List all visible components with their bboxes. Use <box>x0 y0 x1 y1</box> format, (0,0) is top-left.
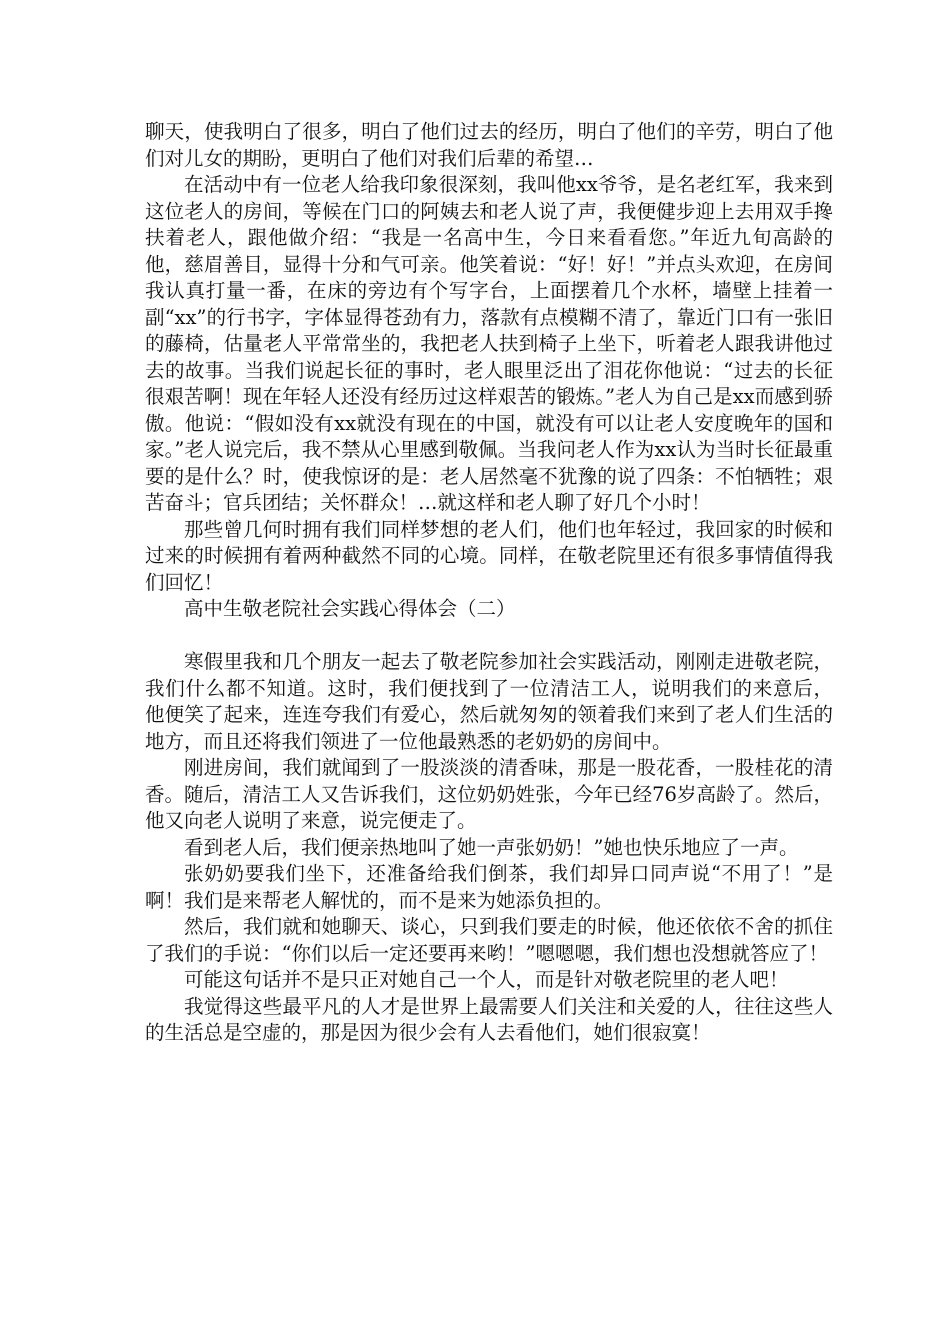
paragraph-greeting: 看到老人后，我们便亲热地叫了她一声张奶奶！”她也快乐地应了一声。 <box>184 835 799 859</box>
paragraph-reflection: 那些曾几何时拥有我们同样梦想的老人们，他们也年轻过，我回家的时候和过来的时候拥有着两种截然不同的心境。同样，在敬老院里还有很多事情值得我们回忆！ <box>145 517 833 594</box>
paragraph-conclusion: 我觉得这些最平凡的人才是世界上最需要人们关注和关爱的人，往往这些人的生活总是空虚的，那是因为很少会有人去看他们，她们很寂寞！ <box>145 994 833 1044</box>
paragraph-continued: 聊天，使我明白了很多，明白了他们过去的经历，明白了他们的辛劳，明白了他们对儿女的期盼，更明白了他们对我们后辈的希望… <box>145 120 833 170</box>
section-title: 高中生敬老院社会实践心得体会（二） <box>184 597 516 620</box>
paragraph-red-army-veteran: 在活动中有一位老人给我印象很深刻，我叫他xx爷爷，是名老红军，我来到这位老人的房间，等候在门口的阿姨去和老人说了声，我便健步迎上去用双手搀扶着老人，跟他做介绍：“我是一名高中生，今日来看看您。”年近九旬高龄的他，慈眉善目，显得十分和气可亲。他笑着说：“好！好！”并点头欢迎，在房间我认真打量一番，在床的旁边有个写字台，上面摆着几个水杯，墙壁上挂着一副“xx”的行书字，字体显得苍劲有力，落款有点模糊不清了，靠近门口有一张旧的藤椅，估量老人平常常坐的，我把老人扶到椅子上坐下，听着老人跟我讲他过去的故事。当我们说起长征的事时，老人眼里泛出了泪花你他说：“过去的长征很艰苦啊！现在年轻人还没有经历过这样艰苦的锻炼。”老人为自己是xx而感到骄傲。他说：“假如没有xx就没有现在的中国，就没有可以让老人安度晚年的国和家。”老人说完后，我不禁从心里感到敬佩。当我问老人作为xx认为当时长征最重要的是什么？时，使我惊讶的是：老人居然毫不犹豫的说了四条：不怕牺牲；艰苦奋斗；官兵团结；关怀群众！…就这样和老人聊了好几个小时！ <box>145 173 833 514</box>
paragraph-entering-room: 刚进房间，我们就闻到了一股淡淡的清香味，那是一股花香，一股桂花的清香。随后，清洁工人又告诉我们，这位奶奶姓张，今年已经76岁高龄了。然后，他又向老人说明了来意，说完便走了。 <box>145 756 833 832</box>
paragraph-farewell: 然后，我们就和她聊天、谈心，只到我们要走的时候，他还依依不舍的抓住了我们的手说：“你们以后一定还要再来哟！”嗯嗯嗯，我们想也没想就答应了！ <box>145 915 833 965</box>
paragraph-winter-visit: 寒假里我和几个朋友一起去了敬老院参加社会实践活动，刚刚走进敬老院，我们什么都不知道。这时，我们便找到了一位清洁工人，说明我们的来意后， 他便笑了起来，连连夸我们有爱心，然后就匆匆的领着我们来到了老人们生活的地方，而且还将我们领进了一位他最熟悉的老奶奶的房间中。 <box>145 650 833 753</box>
paragraph-tea: 张奶奶要我们坐下，还准备给我们倒茶，我们却异口同声说“不用了！”是啊！我们是来帮老人解忧的，而不是来为她添负担的。 <box>145 862 833 912</box>
paragraph-thought: 可能这句话并不是只正对她自己一个人，而是针对敬老院里的老人吧！ <box>184 968 789 991</box>
document-body <box>145 119 833 1047</box>
